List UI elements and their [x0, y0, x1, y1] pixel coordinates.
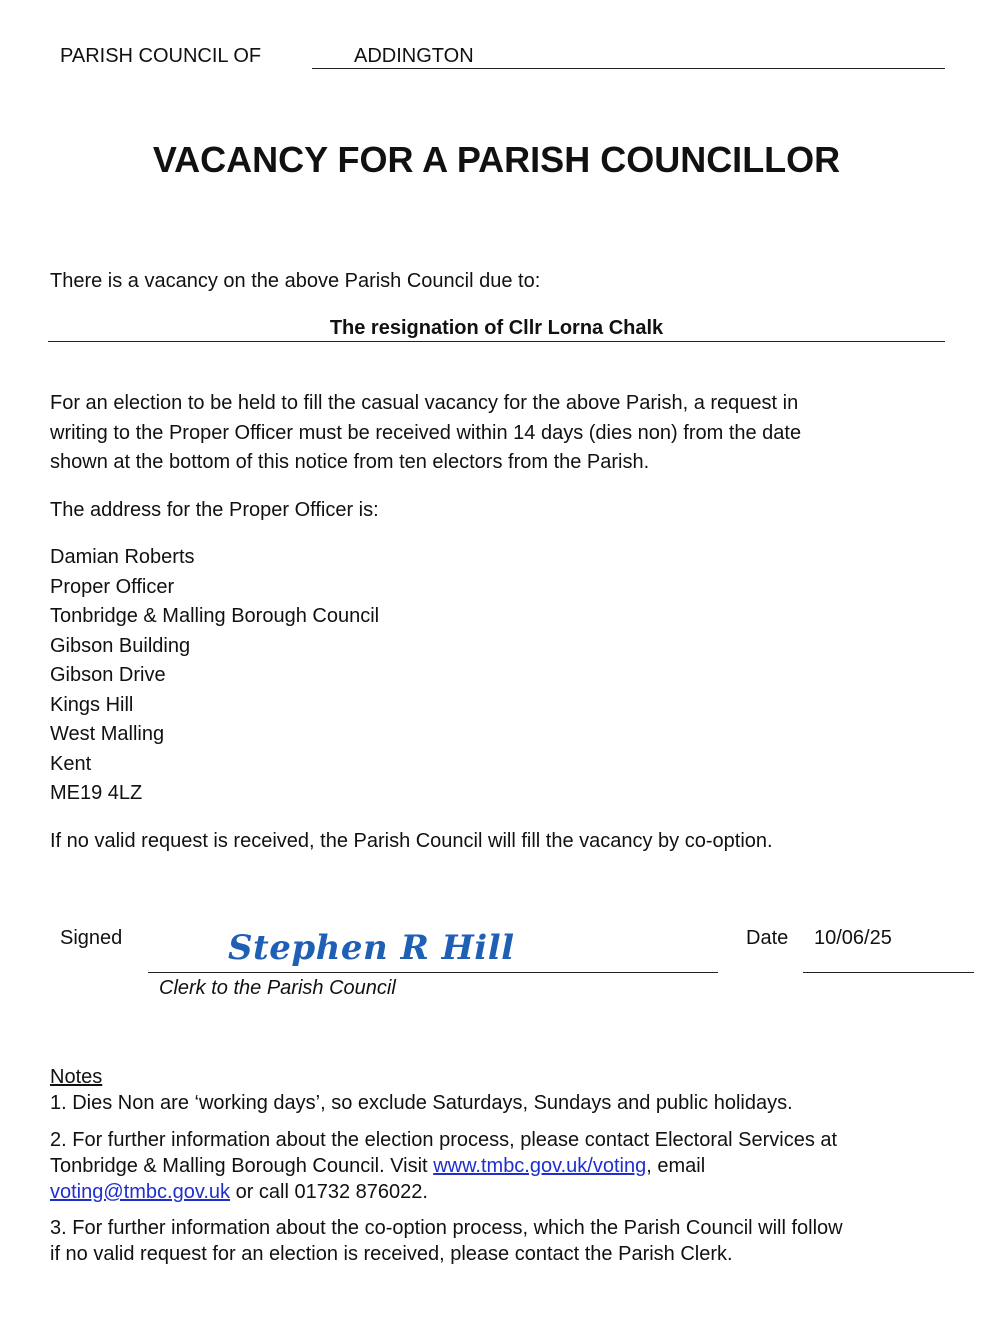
address-line: Gibson Drive: [50, 664, 166, 686]
note-2-text: , email: [646, 1155, 706, 1177]
parish-name: ADDINGTON: [354, 45, 474, 67]
voting-email-link[interactable]: voting@tmbc.gov.uk: [50, 1181, 231, 1203]
address-line: Kings Hill: [50, 693, 134, 716]
date-value: 10/06/25: [814, 927, 892, 949]
election-paragraph-line: For an election to be held to fill the casual vacancy for the above Parish, a request in: [50, 392, 799, 414]
note-2-line: 2. For further information about the election process, please contact Electoral Services at: [50, 1129, 838, 1151]
note-2: [50, 1127, 837, 1205]
address-line: Damian Roberts: [50, 546, 195, 568]
reason-underline: [48, 341, 945, 342]
election-paragraph-line: shown at the bottom of this notice from ten electors from the Parish.: [50, 451, 650, 473]
address-line: Gibson Building: [50, 634, 191, 657]
date-line: [803, 972, 974, 973]
note-3: [50, 1215, 843, 1267]
note-3-line: if no valid request for an election is received, please contact the Parish Clerk.: [50, 1243, 733, 1265]
election-paragraph-line: writing to the Proper Officer must be received within 14 days (dies non) from the date: [50, 421, 802, 444]
voting-website-link[interactable]: www.tmbc.gov.uk/voting: [433, 1155, 647, 1177]
note-1: 1. Dies Non are ‘working days’, so exclude Saturdays, Sundays and public holidays.: [50, 1092, 793, 1114]
note-2-text: Tonbridge & Malling Borough Council. Visit: [50, 1155, 434, 1177]
election-paragraph: [50, 389, 801, 478]
signed-label: Signed: [60, 927, 123, 949]
address-line: West Malling: [50, 723, 165, 745]
proper-officer-address: [50, 543, 379, 809]
address-line: Tonbridge & Malling Borough Council: [50, 605, 380, 627]
address-line: Proper Officer: [50, 575, 175, 598]
handwritten-signature: Stephen R Hill: [228, 928, 515, 968]
note-2-line: [50, 1153, 837, 1179]
address-intro: The address for the Proper Officer is:: [50, 499, 379, 521]
signature-line: [148, 972, 718, 973]
page-title: VACANCY FOR A PARISH COUNCILLOR: [152, 139, 841, 180]
vacancy-intro: There is a vacancy on the above Parish Council due to:: [50, 270, 541, 292]
clerk-title: Clerk to the Parish Council: [159, 977, 396, 999]
parish-name-underline: [312, 68, 945, 69]
notes-heading: Notes: [50, 1066, 103, 1088]
address-line: ME19 4LZ: [50, 782, 143, 804]
note-3-line: 3. For further information about the co-option process, which the Parish Council will follow: [50, 1217, 843, 1239]
parish-council-label: PARISH COUNCIL OF: [60, 45, 262, 67]
address-line: Kent: [50, 752, 92, 775]
note-2-text: or call 01732 876022.: [230, 1181, 428, 1203]
co-option-statement: If no valid request is received, the Parish Council will fill the vacancy by co-option.: [50, 830, 773, 852]
vacancy-reason: The resignation of Cllr Lorna Chalk: [329, 317, 664, 339]
date-label: Date: [746, 927, 789, 949]
note-2-line: [50, 1179, 837, 1205]
